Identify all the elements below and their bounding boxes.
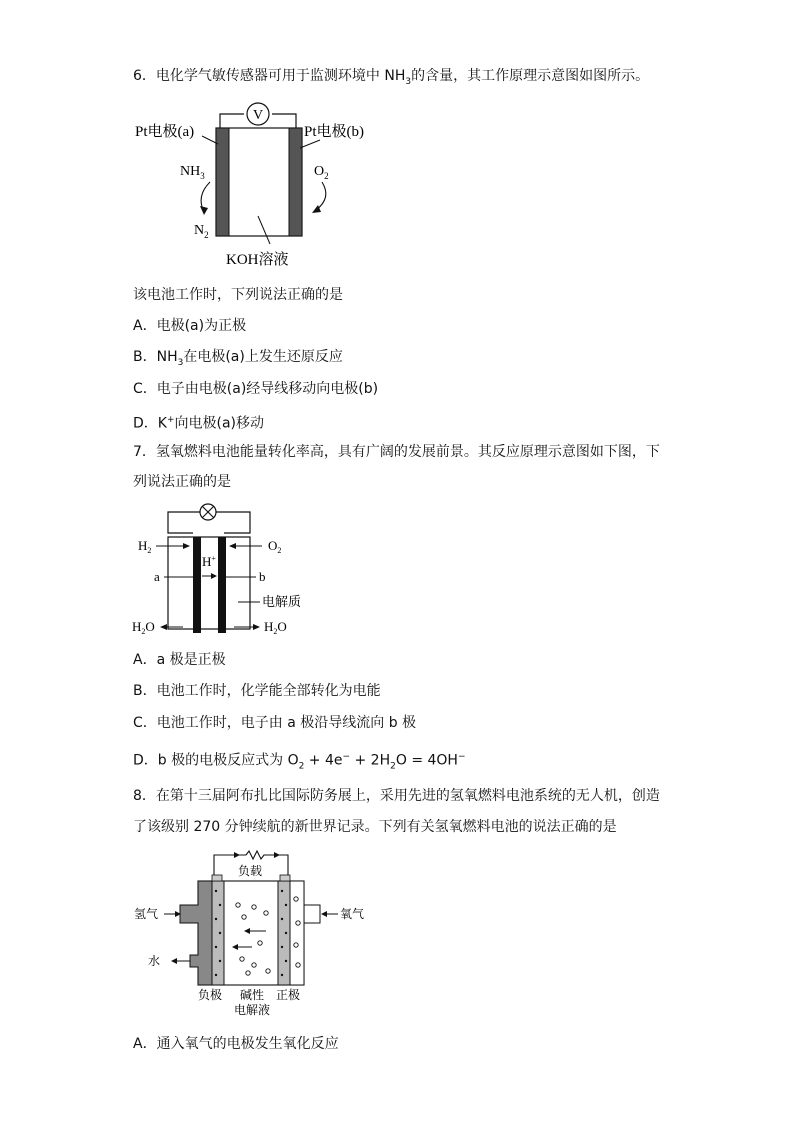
q6-n2: $N_2$: [194, 223, 209, 240]
q7-option-d-sub1: 2: [298, 761, 305, 772]
q8-electrolyte-2: 电解液: [234, 1003, 271, 1017]
q6-label-electrode-a: Pt电极(a): [135, 124, 195, 140]
q7-option-d-mid3: O = 4OH: [395, 752, 458, 769]
q7-water-right: $H_2O$: [264, 619, 287, 636]
q7-stem-line2: 列说法正确的是: [133, 474, 231, 490]
q7-stem-line1: 7．氢氧燃料电池能量转化率高，具有广阔的发展前景。其反应原理示意图如下图，下: [133, 444, 660, 460]
q6-option-d-sup: +: [166, 415, 175, 425]
q8-negative-electrode: [212, 881, 224, 985]
q7-water-left: $H_2O$: [132, 619, 155, 636]
q6-nh3: $NH_3$: [180, 164, 205, 181]
q8-stem-line2: 了该级别 270 分钟续航的新世界记录。下列有关氢氧燃料电池的说法正确的是: [133, 819, 617, 835]
q6-stem-sub: 3: [405, 76, 412, 87]
q8-option-a: A．通入氧气的电极发生氧化反应: [133, 1036, 339, 1052]
q8-electrolyte-1: 碱性: [240, 988, 265, 1002]
q8-positive: 正极: [276, 988, 301, 1002]
q6-option-b-sub: 3: [177, 357, 184, 368]
q7-electrode-a: [193, 537, 201, 633]
q7-option-d: [133, 747, 466, 776]
q7-option-c: C．电池工作时，电子由 a 极沿导线流向 b 极: [133, 715, 417, 731]
q6-question: 该电池工作时，下列说法正确的是: [133, 287, 343, 303]
q8-stem-line1: 8．在第十三届阿布扎比国际防务展上，采用先进的氢氧燃料电池系统的无人机，创造: [133, 788, 660, 804]
q6-option-a: A．电极(a)为正极: [133, 318, 247, 334]
q8-oxygen: 氧气: [340, 907, 365, 921]
q7-container: [168, 537, 250, 629]
q6-o2: $O_2$: [314, 164, 329, 181]
q6-stem-b: 的含量，其工作原理示意图如图所示。: [411, 68, 650, 84]
q7-o2: $O_2$: [268, 538, 282, 555]
q7-figure: [128, 500, 328, 640]
q7-label-a: a: [154, 569, 160, 584]
q7-h2: $H_2$: [138, 538, 152, 555]
q6-electrode-b: [289, 128, 302, 236]
q8-positive-electrode: [278, 881, 290, 985]
q6-electrode-a: [216, 128, 229, 236]
q6-stem-a: 6．电化学气敏传感器可用于监测环境中 NH: [133, 68, 406, 84]
q7-option-d-mid2: + 2H: [350, 752, 391, 769]
q7-option-b: B．电池工作时，化学能全部转化为电能: [133, 683, 381, 699]
q7-option-d-sup2: −: [457, 752, 466, 762]
q6-stem: [133, 66, 649, 92]
q6-option-d: [133, 410, 264, 434]
q7-electrode-b: [218, 537, 226, 633]
q6-voltmeter-label: V: [252, 108, 264, 123]
q6-label-electrode-b: Pt电极(b): [304, 124, 365, 140]
q8-figure: [130, 847, 370, 1022]
q7-option-d-mid1: + 4e: [304, 752, 343, 769]
q8-hydrogen: 氢气: [134, 907, 159, 921]
q6-leader-b: [300, 140, 320, 148]
q8-water: 水: [148, 954, 161, 968]
q8-negative-block: [180, 881, 212, 985]
q8-resistor: [246, 851, 266, 859]
q7-label-b: b: [259, 569, 266, 584]
q8-oxygen-port: [304, 905, 320, 923]
q6-option-b-suffix: 在电极(a)上发生还原反应: [183, 349, 343, 365]
q7-option-d-prefix: D．b 极的电极反应式为 O: [133, 752, 299, 769]
q6-option-b-prefix: B．NH: [133, 349, 178, 365]
q6-figure: [130, 96, 400, 276]
q7-option-d-sub2: 2: [390, 761, 396, 772]
q6-koh: KOH溶液: [226, 252, 289, 268]
q7-option-a: A．a 极是正极: [133, 652, 226, 668]
q6-option-d-prefix: D．K: [133, 415, 167, 432]
q6-option-d-suffix: 向电极(a)移动: [174, 415, 265, 432]
q6-option-c: C．电子由电极(a)经导线移动向电极(b): [133, 381, 379, 397]
q7-hplus: H+: [202, 554, 216, 569]
q8-load: 负载: [238, 864, 263, 878]
q6-option-b: [133, 347, 343, 373]
q6-arrowhead-nh3: [200, 206, 208, 215]
q8-negative: 负极: [198, 988, 223, 1002]
q7-electrolyte: 电解质: [262, 594, 302, 609]
q7-option-d-sup: −: [342, 752, 351, 762]
